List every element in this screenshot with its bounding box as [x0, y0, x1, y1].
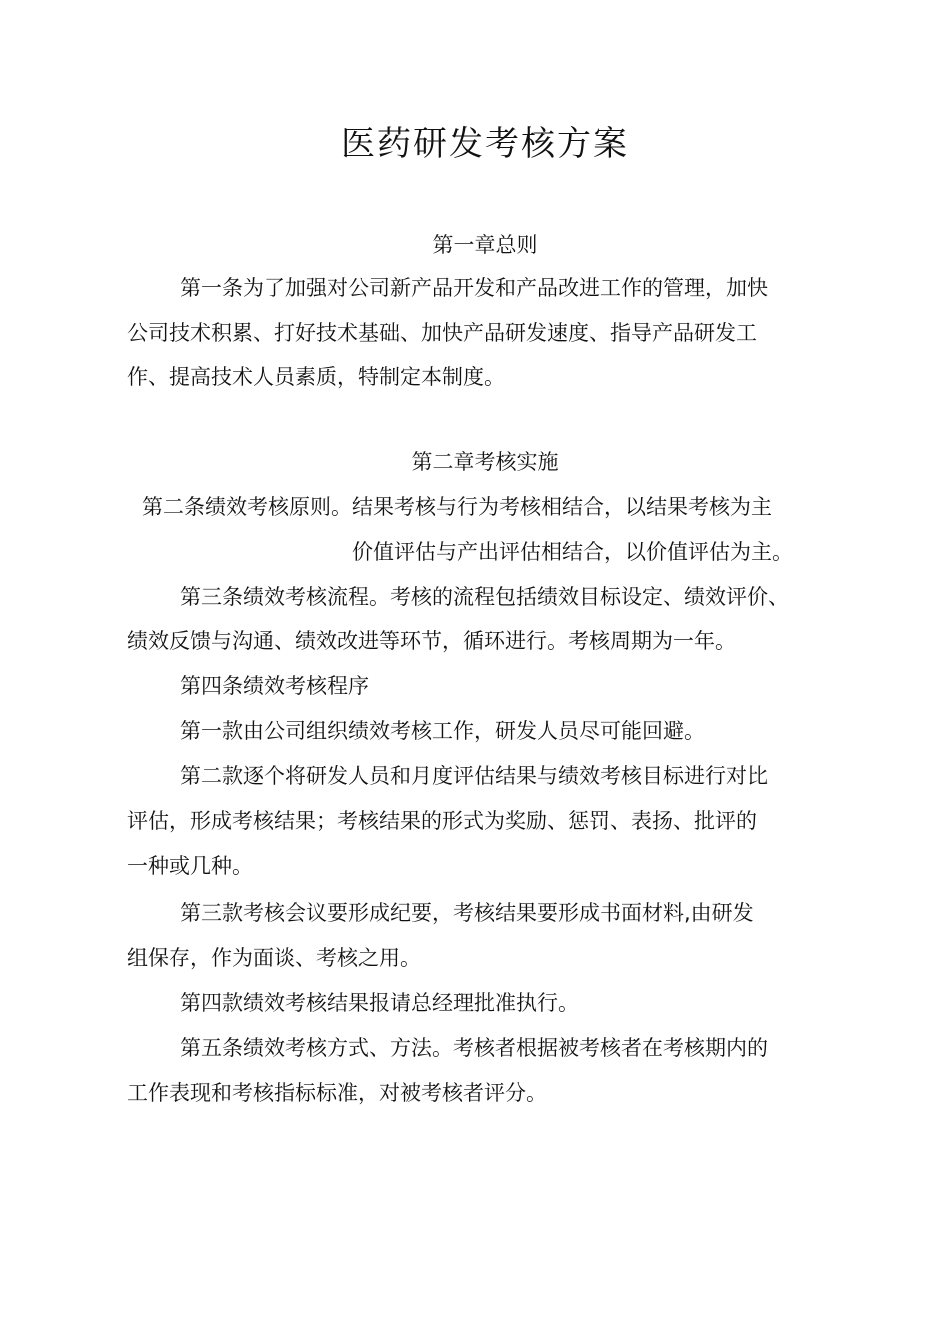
clause-1: 第一款由公司组织绩效考核工作，研发人员尽可能回避。	[180, 719, 705, 743]
article-5-line-2: 工作表现和考核指标标准，对被考核者评分。	[127, 1081, 547, 1105]
article-3-line-1: 第三条绩效考核流程。考核的流程包括绩效目标设定、绩效评价、	[180, 585, 789, 609]
clause-4: 第四款绩效考核结果报请总经理批准执行。	[180, 991, 579, 1015]
article-3-line-2: 绩效反馈与沟通、绩效改进等环节，循环进行。考核周期为一年。	[127, 629, 736, 653]
clause-2-line-2: 评估，形成考核结果；考核结果的形式为奖励、惩罚、表扬、批评的	[127, 809, 757, 833]
article-5-line-1: 第五条绩效考核方式、方法。考核者根据被考核者在考核期内的	[180, 1036, 768, 1060]
article-1-line-2: 公司技术积累、打好技术基础、加快产品研发速度、指导产品研发工	[127, 321, 757, 345]
document-title: 医药研发考核方案	[341, 124, 629, 164]
clause-2-line-3: 一种或几种。	[127, 854, 253, 878]
article-4: 第四条绩效考核程序	[180, 674, 369, 698]
clause-2-line-1: 第二款逐个将研发人员和月度评估结果与绩效考核目标进行对比	[180, 764, 768, 788]
article-2-line-1: 第二条绩效考核原则。结果考核与行为考核相结合，以结果考核为主	[142, 495, 772, 519]
article-1-line-3: 作、提高技术人员素质，特制定本制度。	[127, 365, 505, 389]
chapter-1-heading: 第一章总则	[432, 233, 538, 257]
clause-3-line-2: 组保存，作为面谈、考核之用。	[127, 946, 421, 970]
article-1-line-1: 第一条为了加强对公司新产品开发和产品改进工作的管理，加快	[180, 276, 768, 300]
clause-3-line-1: 第三款考核会议要形成纪要，考核结果要形成书面材料,由研发	[180, 901, 754, 925]
article-2-line-2: 价值评估与产出评估相结合，以价值评估为主。	[352, 540, 793, 564]
chapter-2-heading: 第二章考核实施	[411, 450, 559, 474]
